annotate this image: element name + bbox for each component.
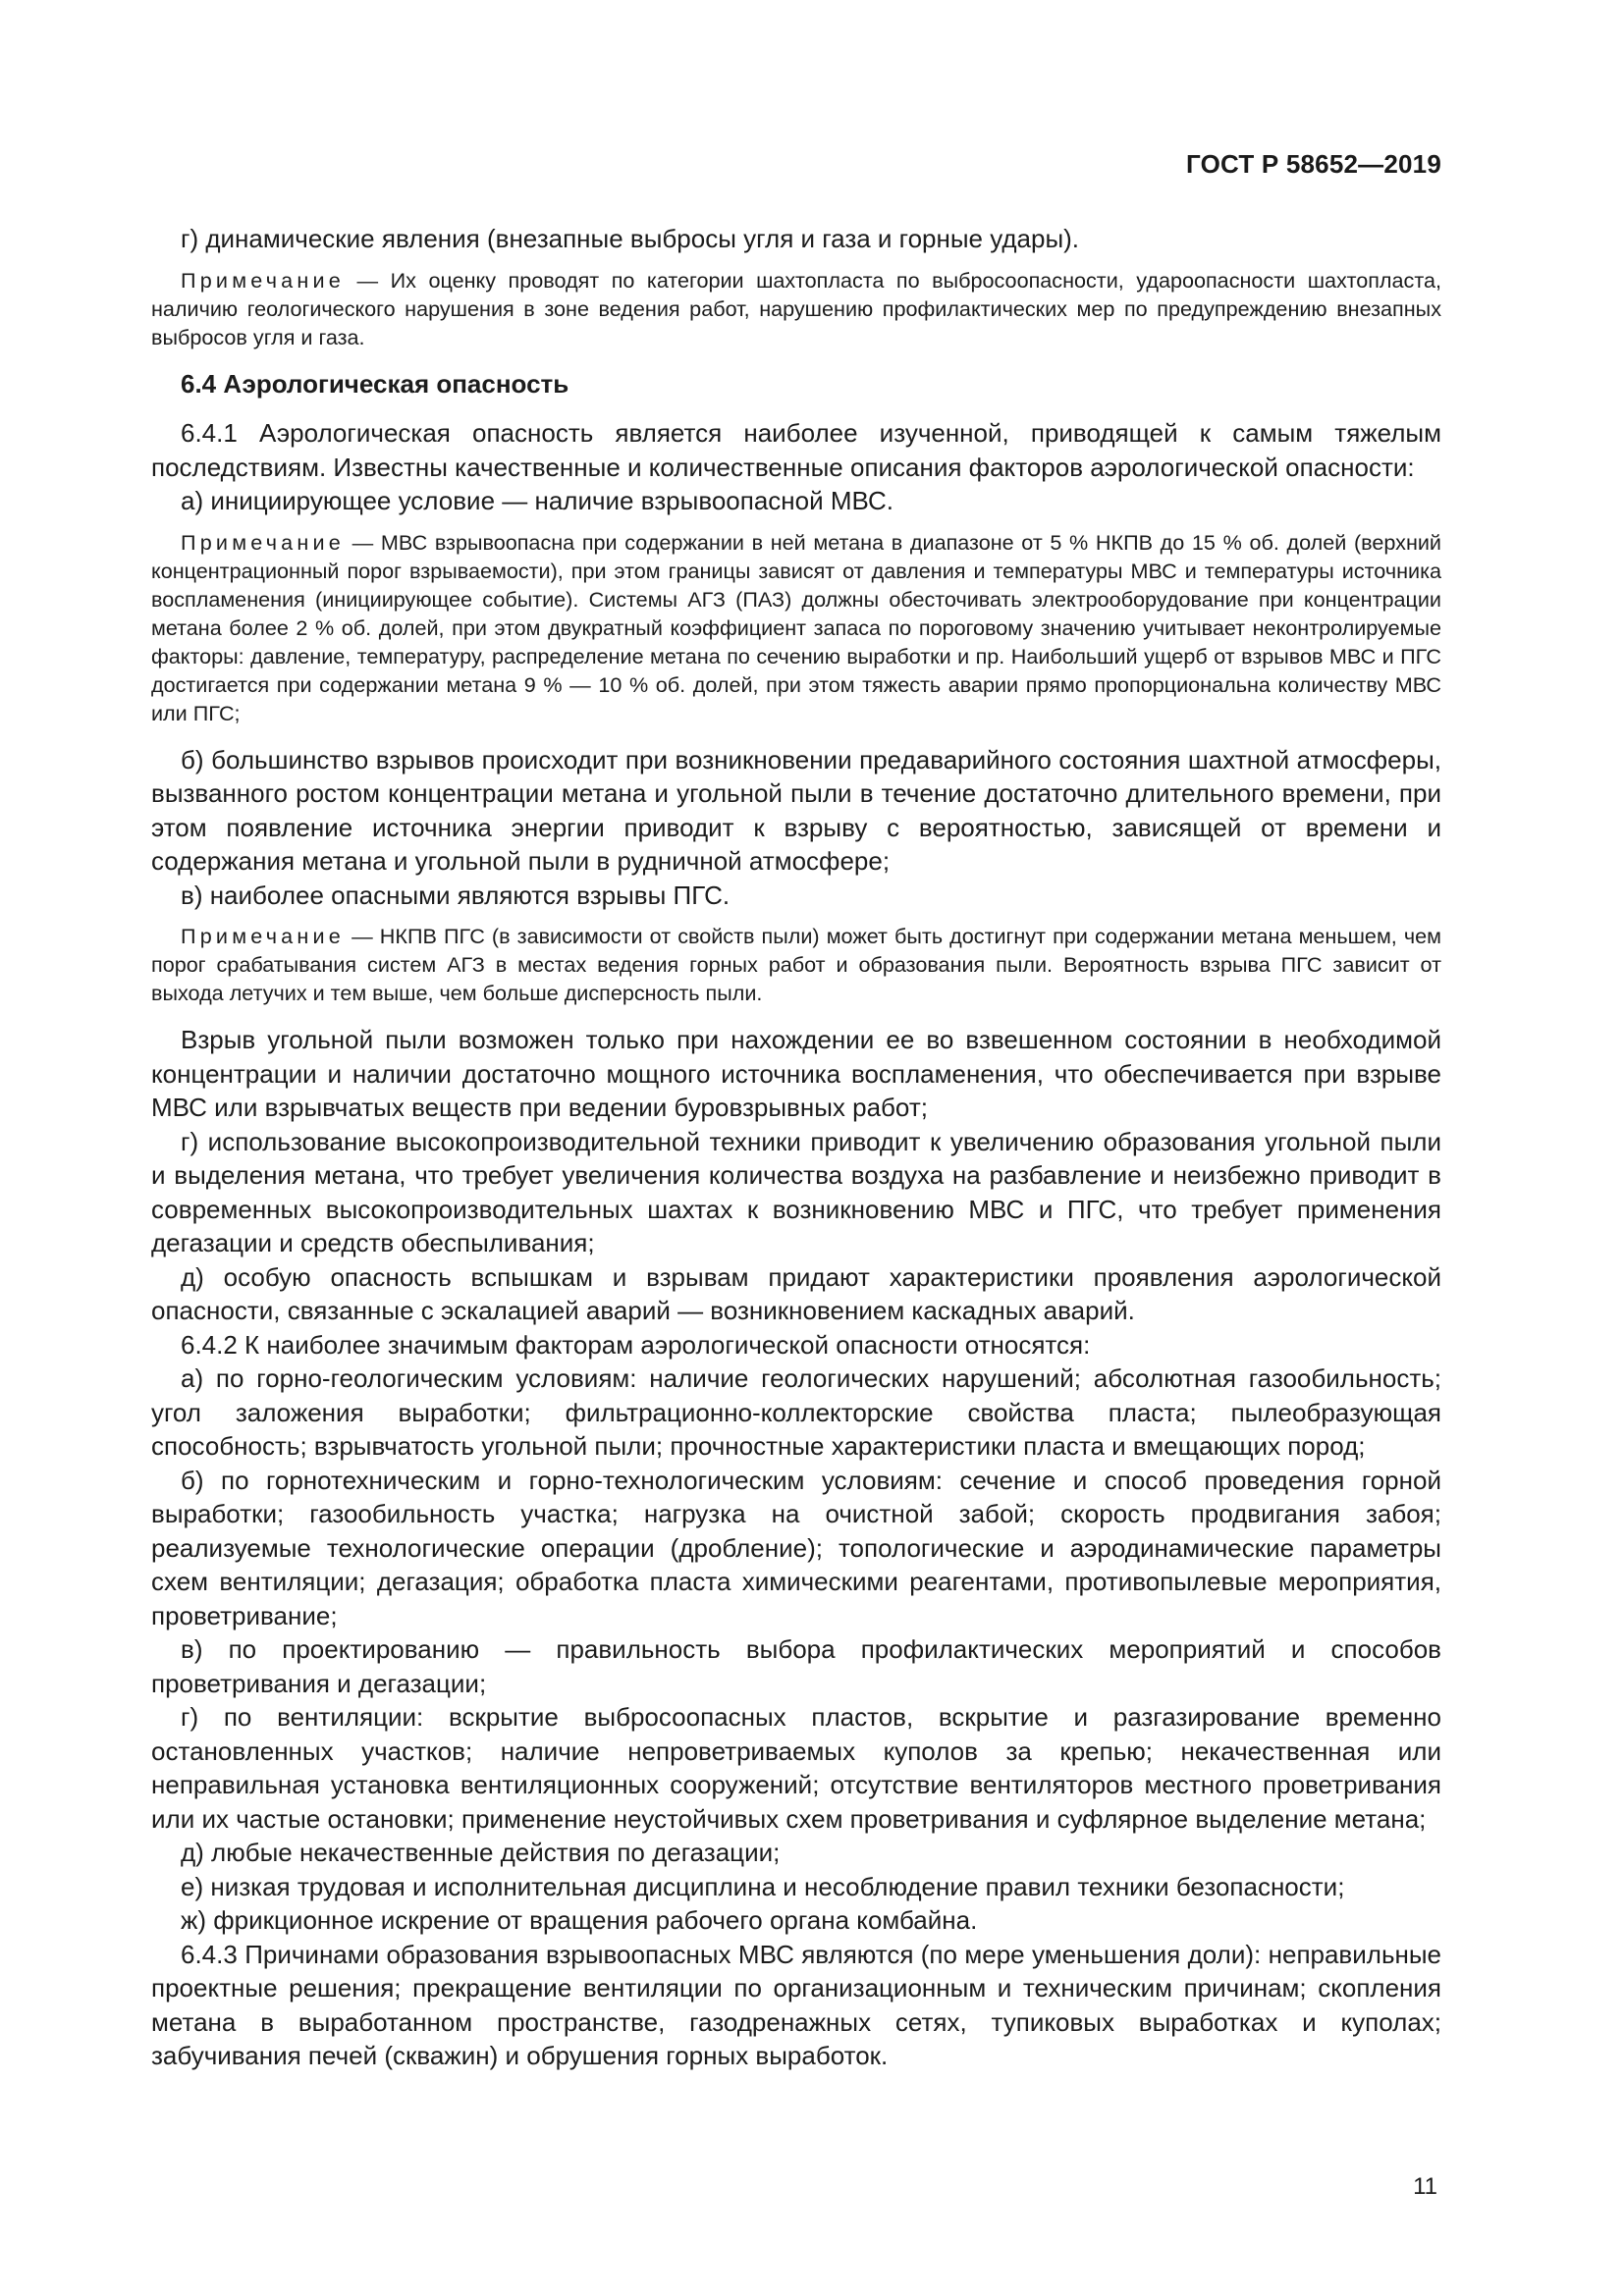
paragraph-mining-geological: а) по горно-геологическим условиям: наличие геологических нарушений; абсолютная газообильность; угол заложения выработки; фильтрационно-коллекторские свойства пласта; пылеобразующая способность; взрывчатость угольной пыли; прочностные характеристики пласта и вмещающих пород; [151,1363,1441,1461]
note-label: Примечание [181,924,345,948]
paragraph-coal-dust-explosion: Взрыв угольной пыли возможен только при нахождении ее во взвешенном состоянии в необходимой концентрации и наличии достаточно мощного источника воспламенения, что обеспечивается при взрыве МВС или взрывчатых веществ при ведении буровзрывных работ; [151,1025,1441,1122]
paragraph-6-4-2: 6.4.2 К наиболее значимым факторам аэрологической опасности относятся: [181,1329,1091,1360]
paragraph-6-4-1: 6.4.1 Аэрологическая опасность является наиболее изученной, приводящей к самым тяжелым последствиям. Известны качественные и количественные описания факторов аэрологической опасности: [151,418,1441,482]
note-mvs-explosive [151,528,1441,727]
paragraph-cascade-accidents: д) особую опасность вспышкам и взрывам придают характеристики проявления аэрологической опасности, связанные с эскалацией аварий — возникновением каскадных аварий. [151,1261,1441,1325]
paragraph-discipline: е) низкая трудовая и исполнительная дисциплина и несоблюдение правил техники безопасности; [181,1871,1345,1901]
document-code: ГОСТ Р 58652—2019 [1186,149,1441,179]
section-heading-6-4: 6.4 Аэрологическая опасность [181,368,569,399]
paragraph-dynamic-phenomena: г) динамические явления (внезапные выбросы угля и газа и горные удары). [181,224,1080,253]
note-text: — Их оценку проводят по категории шахтопласта по выбросоопасности, удароопасности шахтопласта, наличию геологического нарушения в зоне ведения работ, нарушению профилактических мер по предупреждению внезапных выбросов угля и газа. [151,267,1441,349]
paragraph-6-4-3: 6.4.3 Причинами образования взрывоопасных МВС являются (по мере уменьшения доли): неправильные проектные решения; прекращение вентиляции по организационным и техническим причинам; скопления метана в выработанном пространстве, газодренажных сетях, тупиковых выработках и куполах; забучивания печей (скважин) и обрушения горных выработок. [151,1939,1441,2070]
paragraph-majority-explosions: б) большинство взрывов происходит при возникновении предаварийного состояния шахтной атмосферы, вызванного ростом концентрации метана и угольной пыли в течение достаточно длительного времени, при этом появление источника энергии приводит к взрыву с вероятностью, зависящей от времени и содержания метана и угольной пыли в рудничной атмосфере; [151,744,1441,876]
paragraph-initiating-condition: а) инициирующее условие — наличие взрывоопасной МВС. [181,486,894,515]
paragraph-most-dangerous-pgs: в) наиболее опасными являются взрывы ПГС. [181,880,731,910]
note-text: — НКПВ ПГС (в зависимости от свойств пыли) может быть достигнут при содержании метана меньшем, чем порог срабатывания систем АГЗ в местах ведения горных работ и образования пыли. Вероятность взрыва ПГС зависит от выхода летучих и тем выше, чем больше дисперсность пыли. [151,924,1441,1005]
note-text: — МВС взрывоопасна при содержании в ней метана в диапазоне от 5 % НКПВ до 15 % об. долей (верхний концентрационный порог взрываемости), при этом границы зависят от давления и температуры МВС и температуры источника воспламенения (инициирующее событие). Системы АГЗ (ПАЗ) должны обесточивать электрооборудование при концентрации метана более 2 % об. долей, при этом двукратный коэффициент запаса по пороговому значению учитывает неконтролируемые факторы: давление, температуру, распределение метана по сечению выработки и пр. Наибольший ущерб от взрывов МВС и ПГС достигается при содержании метана 9 % — 10 % об. долей, при этом тяжесть аварии прямо пропорциональна количеству МВС или ПГС; [151,529,1441,725]
page-header [0,0,1624,236]
paragraph-degassing: д) любые некачественные действия по дегазации; [181,1838,781,1867]
note-outburst-assessment [151,266,1441,351]
note-nkpv-pgs [151,922,1441,1007]
paragraph-friction-sparking: ж) фрикционное искрение от вращения рабочего органа комбайна. [181,1905,978,1935]
note-label: Примечание [181,267,345,293]
page-number: 11 [1413,2173,1437,2200]
paragraph-high-performance-equipment: г) использование высокопроизводительной техники приводит к увеличению образования угольной пыли и выделения метана, что требует увеличения количества воздуха на разбавление и неизбежно приводит в современных высокопроизводительных шахтах к возникновению МВС и ПГС, что требует применения дегазации и средств обеспыливания; [151,1126,1441,1257]
note-label: Примечание [181,529,345,555]
paragraph-mining-technical: б) по горнотехническим и горно-технологическим условиям: сечение и способ проведения горной выработки; газообильность участка; нагрузка на очистной забой; скорость продвигания забоя; реализуемые технологические операции (дробление); топологические и аэродинамические параметры схем вентиляции; дегазация; обработка пласта химическими реагентами, противопылевые мероприятия, проветривание; [151,1465,1441,1630]
paragraph-design: в) по проектированию — правильность выбора профилактических мероприятий и способов проветривания и дегазации; [151,1634,1441,1698]
document-body [151,222,1441,2073]
paragraph-ventilation: г) по вентиляции: вскрытие выбросоопасных пластов, вскрытие и разгазирование временно остановленных участков; наличие непроветриваемых куполов за крепью; некачественная или неправильная установка вентиляционных сооружений; отсутствие вентиляторов местного проветривания или их частые остановки; применение неустойчивых схем проветривания и суфлярное выделение метана; [151,1702,1441,1834]
